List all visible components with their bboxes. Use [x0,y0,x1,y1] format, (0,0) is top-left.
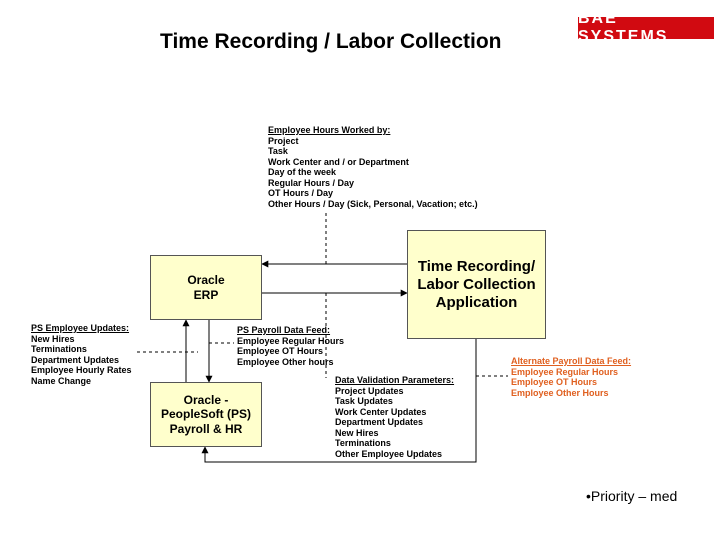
note-item: Employee OT Hours [511,377,598,387]
note-item: Terminations [335,438,391,448]
box-line: PeopleSoft (PS) [160,407,251,422]
note-item: Day of the week [268,167,337,177]
note-item: Other Hours / Day (Sick, Personal, Vacation; etc.) [268,198,478,209]
note-item: Employee Other Hours [511,387,609,398]
note-heading: Alternate Payroll Data Feed: [511,356,632,366]
page-title: Time Recording / Labor Collection [160,30,502,53]
note-item: New Hires [31,333,75,344]
note-item: Project [268,135,299,146]
box-line: Payroll & HR [169,421,243,436]
note-heading: PS Employee Updates: [31,323,130,333]
note-item: Employee Regular Hours [511,366,619,377]
note-item: Name Change [31,375,92,386]
oracle-erp-box [150,255,262,320]
note-item: Other Employee Updates [335,448,443,459]
note-item: Employee Hourly Rates [31,365,132,375]
employee-hours-note [268,125,478,209]
note-heading: PS Payroll Data Feed: [237,325,331,335]
time-recording-box [407,230,546,339]
note-item: Work Center Updates [335,406,427,417]
priority-label: •Priority – med [586,488,678,504]
bae-systems-logo: BAE SYSTEMS [578,17,714,39]
box-line: Labor Collection [417,275,536,293]
note-item: Employee Regular Hours [237,335,345,346]
note-item: Terminations [31,344,87,354]
note-item: Project Updates [335,385,404,396]
ps-employee-updates-note [31,323,132,386]
box-line: Oracle - [183,392,229,407]
box-line: Oracle [187,273,225,288]
note-item: New Hires [335,427,379,438]
box-line: ERP [193,287,219,302]
note-item: Employee OT Hours [237,346,324,356]
note-item: Department Updates [31,354,120,365]
note-item: Department Updates [335,417,424,427]
box-line: Time Recording/ [417,257,536,275]
note-heading: Employee Hours Worked by: [268,125,391,135]
ps-payroll-feed-note [237,325,344,367]
note-item: Regular Hours / Day [268,177,355,188]
note-heading: Data Validation Parameters: [335,375,455,385]
box-line: Application [435,293,518,311]
data-validation-note [335,375,454,459]
note-item: OT Hours / Day [268,188,334,198]
note-item: Task Updates [335,396,393,406]
note-item: Employee Other hours [237,356,334,367]
note-item: Task [268,146,288,156]
peoplesoft-box [150,382,262,447]
note-item: Work Center and / or Department [268,156,409,167]
alternate-payroll-feed-note [511,356,631,398]
